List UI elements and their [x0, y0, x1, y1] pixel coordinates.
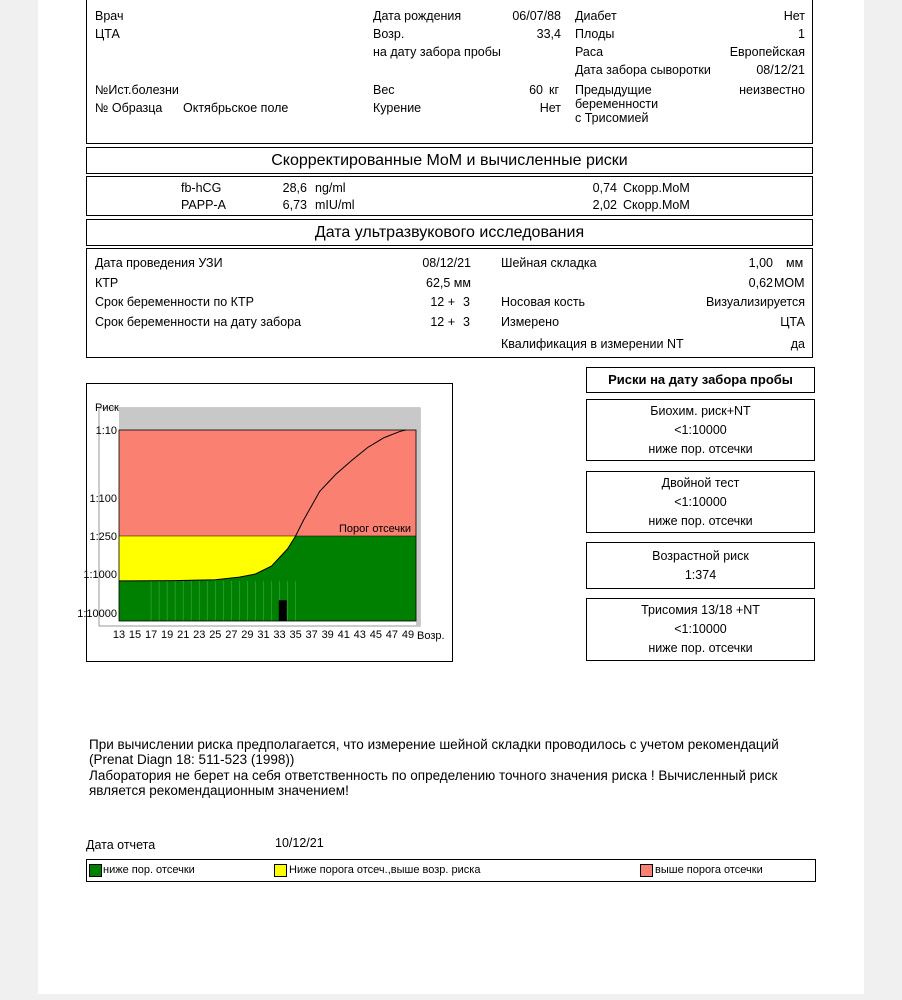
nasal-value: Визуализируется: [705, 295, 805, 309]
mom-row-value: 28,6: [282, 181, 307, 195]
mom-section-title: [86, 147, 813, 174]
serum-date-label: Дата забора сыворотки: [575, 63, 711, 77]
weight-unit: кг: [549, 83, 560, 97]
diabetes-value: Нет: [783, 9, 805, 23]
chart-y-tick-label: 1:10: [95, 425, 117, 437]
ktr-value: 62,5 мм: [426, 276, 471, 290]
ga-ktr-days: 3: [463, 295, 470, 309]
disclaimer-line-3: Лаборатория не берет на себя ответственность по определению точного значения риска ! Вычисленный риск: [89, 768, 778, 783]
nt-value: 1,00: [748, 256, 773, 270]
risk-box-note: ниже пор. отсечки: [648, 442, 753, 456]
chart-x-tick-label: 23: [193, 629, 206, 641]
prev-trisomy-label-1: Предыдущие: [575, 83, 652, 97]
mom-section-title-text: Скорректированные MoM и вычисленные риски: [271, 152, 628, 169]
serum-date-value: 08/12/21: [756, 63, 805, 77]
fetuses-label: Плоды: [575, 27, 615, 41]
us-section-title-text: Дата ультразвукового исследования: [314, 224, 585, 241]
race-label: Раса: [575, 45, 604, 59]
risk-box-value: 1:374: [684, 568, 717, 582]
chart-x-tick-label: 35: [289, 629, 302, 641]
chart-x-tick-label: 17: [144, 629, 158, 641]
risk-box-double-test: [586, 471, 815, 533]
chart-x-tick-label: 37: [305, 629, 318, 641]
ktr-label: КТР: [95, 276, 119, 290]
chart-x-tick-label: 13: [112, 629, 126, 641]
chart-x-tick-label: 15: [128, 629, 142, 641]
chart-x-tick-label: 31: [257, 629, 270, 641]
fetuses-value: 1: [798, 27, 805, 41]
race-value: Европейская: [729, 45, 805, 59]
mom-row-mom-label: Скорр.MoM: [623, 181, 690, 195]
ga-ktr-label: Срок беременности по КТР: [95, 295, 254, 309]
legend-label: ниже пор. отсечки: [103, 864, 195, 876]
chart-x-tick-label: 39: [321, 629, 334, 641]
qual-label: Квалификация в измерении NT: [501, 337, 684, 351]
ga-ktr-weeks: 12 +: [430, 295, 455, 309]
mom-row-name: fb-hCG: [181, 181, 222, 195]
legend-label: Ниже порога отсеч.,выше возр. риска: [289, 864, 481, 876]
age-note: на дату забора пробы: [373, 45, 501, 59]
chart-top-gutter: [119, 408, 420, 430]
risk-box-value: <1:10000: [674, 423, 727, 437]
risk-box-title: Трисомия 13/18 +NT: [641, 603, 760, 617]
risk-box-value: <1:10000: [674, 622, 727, 636]
risk-box-title: Биохим. риск+NT: [650, 404, 751, 418]
risks-header-text: Риски на дату забора пробы: [608, 372, 793, 387]
nasal-label: Носовая кость: [501, 295, 586, 309]
chart-cutoff-label: Порог отсечки: [339, 523, 412, 535]
sample-value: Октябрьское поле: [183, 101, 289, 115]
chart-right-gutter: [416, 408, 420, 626]
chart-y-tick-label: 1:10000: [77, 608, 117, 620]
nt-label: Шейная складка: [501, 256, 597, 270]
disclaimer-line-4: является рекомендационным значением!: [89, 783, 349, 798]
history-label: №Ист.болезни: [95, 83, 179, 97]
sample-label: № Образца: [95, 101, 163, 115]
chart-y-label: Риск: [95, 402, 119, 414]
risk-box-value: <1:10000: [674, 495, 727, 509]
color-legend: [86, 859, 816, 882]
mom-row-mom: 0,74: [592, 181, 617, 195]
doctor-label: Врач: [95, 9, 124, 23]
legend-label: выше порога отсечки: [655, 864, 763, 876]
mom-row-unit: mIU/ml: [315, 198, 355, 212]
center-label: ЦТА: [95, 27, 120, 41]
mom-row-mom-label: Скорр.MoM: [623, 198, 690, 212]
dob-value: 06/07/88: [512, 9, 561, 23]
nt-unit: мм: [786, 256, 804, 270]
qual-value: да: [790, 337, 805, 351]
risk-box-note: ниже пор. отсечки: [648, 514, 753, 528]
legend-swatch-red: [640, 864, 653, 877]
us-date-value: 08/12/21: [422, 256, 471, 270]
chart-x-tick-label: 43: [353, 629, 366, 641]
smoking-label: Курение: [373, 101, 422, 115]
legend-swatch-green: [89, 864, 102, 877]
risk-chart-box: [77, 383, 453, 662]
age-label: Возр.: [373, 27, 405, 41]
measured-label: Измерено: [501, 315, 560, 329]
report-date-label: Дата отчета: [86, 838, 156, 852]
report-date-value: 10/12/21: [275, 836, 324, 850]
us-date-label: Дата проведения УЗИ: [95, 256, 223, 270]
chart-x-tick-label: 33: [273, 629, 286, 641]
disclaimer-line-2: (Prenat Diagn 18: 511-523 (1998)): [89, 752, 295, 767]
chart-x-tick-label: 29: [241, 629, 254, 641]
ga-sample-weeks: 12 +: [430, 315, 455, 329]
prev-trisomy-label-2: беременности: [575, 97, 659, 111]
legend-swatch-yellow: [274, 864, 287, 877]
mom-table: [86, 176, 813, 216]
risk-chart: [77, 384, 452, 661]
risk-box-title: Возрастной риск: [652, 549, 749, 563]
prev-trisomy-value: неизвестно: [739, 83, 805, 97]
chart-x-tick-label: 41: [337, 629, 350, 641]
chart-y-tick-label: 1:100: [89, 493, 117, 505]
chart-x-tick-label: 45: [369, 629, 382, 641]
chart-x-tick-label: 49: [401, 629, 415, 641]
disclaimer-line-1: При вычислении риска предполагается, что измерение шейной складки проводилось с учетом рекомендаций: [89, 737, 779, 752]
weight-value: 60: [529, 83, 543, 97]
chart-patient-marker: [279, 600, 287, 621]
chart-x-tick-label: 25: [209, 629, 222, 641]
risk-box-age: [586, 542, 815, 589]
mom-row-mom: 2,02: [592, 198, 617, 212]
diabetes-label: Диабет: [575, 9, 617, 23]
chart-x-tick-label: 21: [177, 629, 190, 641]
mom-row-name: PAPP-A: [181, 198, 226, 212]
prev-trisomy-label-3: с Трисомией: [575, 111, 649, 125]
risk-box-biochem: [586, 399, 815, 461]
ga-sample-label: Срок беременности на дату забора: [95, 315, 302, 329]
chart-x-tick-label: 27: [225, 629, 238, 641]
measured-value: ЦТА: [780, 315, 805, 329]
us-table: [86, 248, 813, 358]
mom-row-value: 6,73: [282, 198, 307, 212]
chart-y-tick-label: 1:1000: [83, 569, 117, 581]
chart-region-above-cutoff: [119, 430, 416, 536]
nt-mom-unit: MOM: [774, 276, 805, 290]
nt-mom: 0,62: [748, 276, 773, 290]
dob-label: Дата рождения: [373, 9, 462, 23]
risks-header: [586, 367, 815, 393]
smoking-value: Нет: [539, 101, 561, 115]
weight-label: Вес: [373, 83, 395, 97]
risk-box-note: ниже пор. отсечки: [648, 641, 753, 655]
ga-sample-days: 3: [463, 315, 470, 329]
risk-box-trisomy-13-18: [586, 598, 815, 661]
chart-x-tick-label: 19: [161, 629, 174, 641]
report-page: [38, 0, 864, 994]
us-section-title: [86, 219, 813, 246]
mom-row-unit: ng/ml: [315, 181, 346, 195]
chart-x-tick-label: 47: [385, 629, 399, 641]
age-value: 33,4: [536, 27, 561, 41]
risk-box-title: Двойной тест: [661, 476, 740, 490]
chart-x-label: Возр.: [417, 630, 445, 642]
chart-y-tick-label: 1:250: [89, 531, 117, 543]
patient-info-box: [86, 0, 813, 144]
